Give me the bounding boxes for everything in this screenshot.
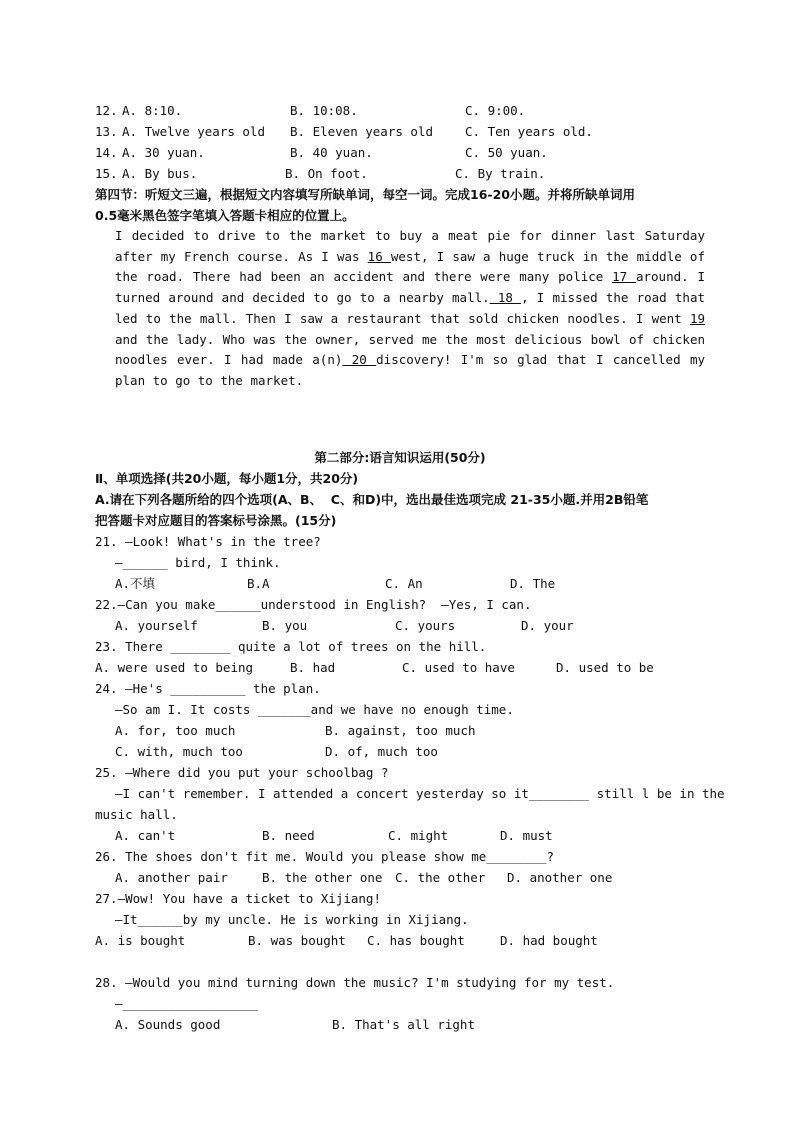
question-22-stem: 22.—Can you make______understood in English? —Yes, I can. <box>95 596 532 612</box>
listening-passage <box>95 226 705 392</box>
question-25-stem: 25. —Where did you put your schoolbag ? <box>95 764 389 780</box>
option-c: C. used to have <box>402 659 515 675</box>
part2-instructions-2: 把答题卡对应题目的答案标号涂黑。(15分) <box>95 512 337 528</box>
option-c: C. with, much too <box>115 743 243 759</box>
option-c: C. yours <box>395 617 456 633</box>
option-a: A. is bought <box>95 932 186 948</box>
option-d: D. used to be <box>556 659 654 675</box>
question-24-options-2 <box>95 741 705 762</box>
option-c: C. has bought <box>367 932 465 948</box>
option-a: A. By bus. <box>122 166 198 181</box>
question-27-stem: 27.—Wow! You have a ticket to Xijiang! <box>95 890 381 906</box>
question-25-reply-2: music hall. <box>95 806 178 822</box>
option-a: A. were used to being <box>95 659 254 675</box>
question-14 <box>95 142 705 163</box>
blank-17: 17 <box>612 269 636 285</box>
blank-20: 20 <box>342 352 377 368</box>
question-22-options <box>95 615 705 636</box>
part2-instructions: A.请在下列各题所给的四个选项(A、B、 C、和D)中，选出最佳选项完成 21-35小题.并用2B铅笔 <box>95 491 649 507</box>
question-15 <box>95 163 705 184</box>
question-12 <box>95 100 705 121</box>
question-27-options <box>95 930 705 951</box>
option-b: B. That's all right <box>332 1016 475 1032</box>
option-a: A. 8:10. <box>122 103 183 118</box>
option-c: C. 9:00. <box>465 103 526 118</box>
question-13 <box>95 121 705 142</box>
option-b: B. 40 yuan. <box>290 145 373 160</box>
question-number: 15. <box>95 166 118 181</box>
passage-text: around. I turned around and decided to go to a nearby mall. <box>115 269 706 306</box>
exam-page <box>95 100 725 1035</box>
question-28-reply: —__________________ <box>115 995 258 1011</box>
option-c: C. 50 yuan. <box>465 145 548 160</box>
option-b: B.A <box>247 575 270 591</box>
option-b: B. you <box>262 617 308 633</box>
question-27-reply: —It______by my uncle. He is working in Xijiang. <box>115 911 469 927</box>
passage-text: west, I saw a huge truck in the middle of the road. There had been an accident and there were many police <box>115 248 705 285</box>
option-c: C. By train. <box>455 166 546 181</box>
question-number: 13. <box>95 124 118 139</box>
question-26-stem: 26. The shoes don't fit me. Would you please show me________? <box>95 848 555 864</box>
question-28-options <box>95 1014 705 1035</box>
question-25-reply: —I can't remember. I attended a concert yesterday so it________ still l be in the <box>115 785 725 801</box>
question-number: 14. <box>95 145 118 160</box>
option-a: A. Twelve years old <box>122 124 265 139</box>
option-c: C. might <box>388 827 449 843</box>
section4-instructions: 第四节：听短文三遍，根据短文内容填写所缺单词，每空一词。完成16-20小题。并将所缺单词用 <box>95 187 635 202</box>
question-24-options-1 <box>95 720 705 741</box>
part2-title: 第二部分:语言知识运用(50分) <box>314 449 486 465</box>
option-d: D. The <box>510 575 556 591</box>
question-28-stem: 28. —Would you mind turning down the music? I'm studying for my test. <box>95 974 615 990</box>
passage-text: discovery! I'm so glad that I cancelled my plan to go to the market. <box>115 352 705 388</box>
question-26-options <box>95 867 705 888</box>
option-a: A. yourself <box>115 617 198 633</box>
option-d: D. your <box>521 617 574 633</box>
blank-16: 16 <box>367 248 391 264</box>
option-d: D. had bought <box>500 932 598 948</box>
section4-instructions-2: 0.5毫米黑色签字笔填入答题卡相应的位置上。 <box>95 208 355 223</box>
question-21-reply: —______ bird, I think. <box>115 554 281 570</box>
option-c: C. Ten years old. <box>465 124 593 139</box>
option-b: B. 10:08. <box>290 103 358 118</box>
option-d: D. must <box>500 827 553 843</box>
option-b: B. On foot. <box>285 166 368 181</box>
passage-text: and the lady. Who was the owner, served me the most delicious bowl of chicken noodles ever. I had made a(n) <box>115 331 705 368</box>
option-a: A. 30 yuan. <box>122 145 205 160</box>
option-b: B. the other one <box>262 869 383 885</box>
blank-18: 18 <box>489 290 522 306</box>
option-b: B. against, too much <box>325 722 476 738</box>
question-24-stem: 24. —He's __________ the plan. <box>95 680 321 696</box>
option-b: B. had <box>290 659 336 675</box>
option-d: D. of, much too <box>325 743 438 759</box>
option-a: A. can't <box>115 827 176 843</box>
option-a: A. another pair <box>115 869 228 885</box>
option-b: B. need <box>262 827 315 843</box>
option-b: B. Eleven years old <box>290 124 433 139</box>
question-23-options <box>95 657 705 678</box>
question-25-options <box>95 825 705 846</box>
option-b: B. was bought <box>248 932 346 948</box>
question-21-options <box>95 573 705 594</box>
passage-text: I decided to drive to the market to buy a meat pie for dinner last Saturday after my French course. As I was <box>115 228 705 264</box>
part2-subtitle: Ⅱ、单项选择(共20小题，每小题1分，共20分) <box>95 470 359 486</box>
question-21-stem: 21. —Look! What's in the tree? <box>95 533 321 549</box>
question-23-stem: 23. There ________ quite a lot of trees on the hill. <box>95 638 487 654</box>
blank-19: 19 <box>689 310 705 326</box>
question-24-reply: —So am I. It costs _______and we have no enough time. <box>115 701 514 717</box>
option-a: A.不填 <box>115 575 156 591</box>
option-c: C. the other <box>395 869 486 885</box>
question-number: 12. <box>95 103 118 118</box>
option-a: A. for, too much <box>115 722 236 738</box>
passage-text: , I missed the road that led to the mall. Then I saw a restaurant that sold chicken noodles. I went <box>115 290 705 326</box>
option-c: C. An <box>385 575 423 591</box>
option-d: D. another one <box>507 869 613 885</box>
option-a: A. Sounds good <box>115 1016 221 1032</box>
